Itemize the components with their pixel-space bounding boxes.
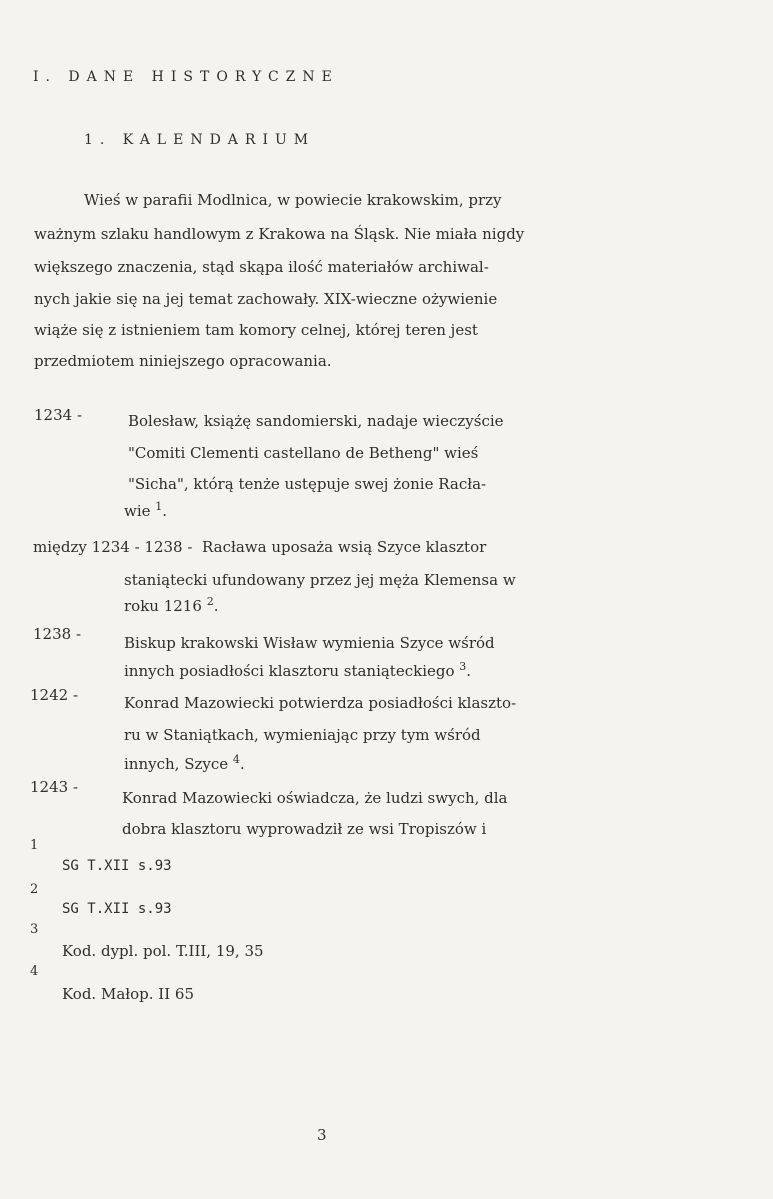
subsection-heading: 1. KALENDARIUM xyxy=(84,132,316,148)
entry-line: innych, Szyce $^4$. xyxy=(124,753,245,773)
entry-date: 1238 - xyxy=(33,625,82,643)
footnote-text: SG T.XII s.93 xyxy=(62,858,172,874)
entry-line: Racława uposaża wsią Szyce klasztor xyxy=(201,538,487,556)
entry-date: 1234 - xyxy=(34,406,83,424)
entry-line: roku 1216 $^2$. xyxy=(124,595,219,615)
entry-line: wie $^1$. xyxy=(124,500,168,520)
intro-line: przedmiotem niniejszego opracowania. xyxy=(34,352,332,370)
intro-line: Wieś w parafii Modlnica, w powiecie krakowskim, przy xyxy=(84,191,502,209)
footnote-text: Kod. dypl. pol. T.III, 19, 35 xyxy=(62,942,264,960)
entry-line: Biskup krakowski Wisław wymienia Szyce wśród xyxy=(124,634,495,652)
footnote-ref: 1 xyxy=(155,500,163,513)
footnote-ref: 2 xyxy=(206,595,214,608)
footnote-ref: 4 xyxy=(232,753,240,766)
footnote-number: 4 xyxy=(30,964,39,979)
entry-line: ru w Staniątkach, wymieniając przy tym wśród xyxy=(124,726,481,744)
intro-line: wiąże się z istnieniem tam komory celnej, której teren jest xyxy=(34,321,478,339)
entry-line: innych posiadłości klasztoru staniąteckiego $^3$. xyxy=(124,660,472,680)
footnote-number: 1 xyxy=(30,838,39,853)
footnote-text: SG T.XII s.93 xyxy=(62,901,172,917)
footnote-text: Kod. Małop. II 65 xyxy=(62,985,195,1003)
entry-line: dobra klasztoru wyprowadził ze wsi Tropiszów i xyxy=(122,820,487,838)
page-number: 3 xyxy=(317,1126,327,1144)
footnote-number: 3 xyxy=(30,922,39,937)
entry-line: "Comiti Clementi castellano de Betheng" wieś xyxy=(128,444,479,462)
footnote-number: 2 xyxy=(30,882,39,897)
entry-date: 1242 - xyxy=(30,686,79,704)
entry-line: staniątecki ufundowany przez jej męża Klemensa w xyxy=(124,571,516,589)
entry-line: "Sicha", którą tenże ustępuje swej żonie Racła- xyxy=(128,475,487,493)
intro-line: nych jakie się na jej temat zachowały. XIX-wieczne ożywienie xyxy=(34,290,498,308)
intro-line: ważnym szlaku handlowym z Krakowa na Śląsk. Nie miała nigdy xyxy=(34,225,525,243)
entry-line: Konrad Mazowiecki potwierdza posiadłości klaszto- xyxy=(124,694,517,712)
entry-date: 1243 - xyxy=(30,778,79,796)
intro-line: większego znaczenia, stąd skąpa ilość materiałów archiwal- xyxy=(34,258,489,276)
footnote-ref: 3 xyxy=(459,660,467,673)
entry-date: między 1234 - 1238 - Racława uposaża wsią Szyce klasztor xyxy=(33,538,487,556)
section-heading: I. DANE HISTORYCZNE xyxy=(33,69,339,85)
entry-line: Konrad Mazowiecki oświadcza, że ludzi swych, dla xyxy=(122,789,508,807)
entry-line: Bolesław, książę sandomierski, nadaje wieczyście xyxy=(128,412,504,430)
